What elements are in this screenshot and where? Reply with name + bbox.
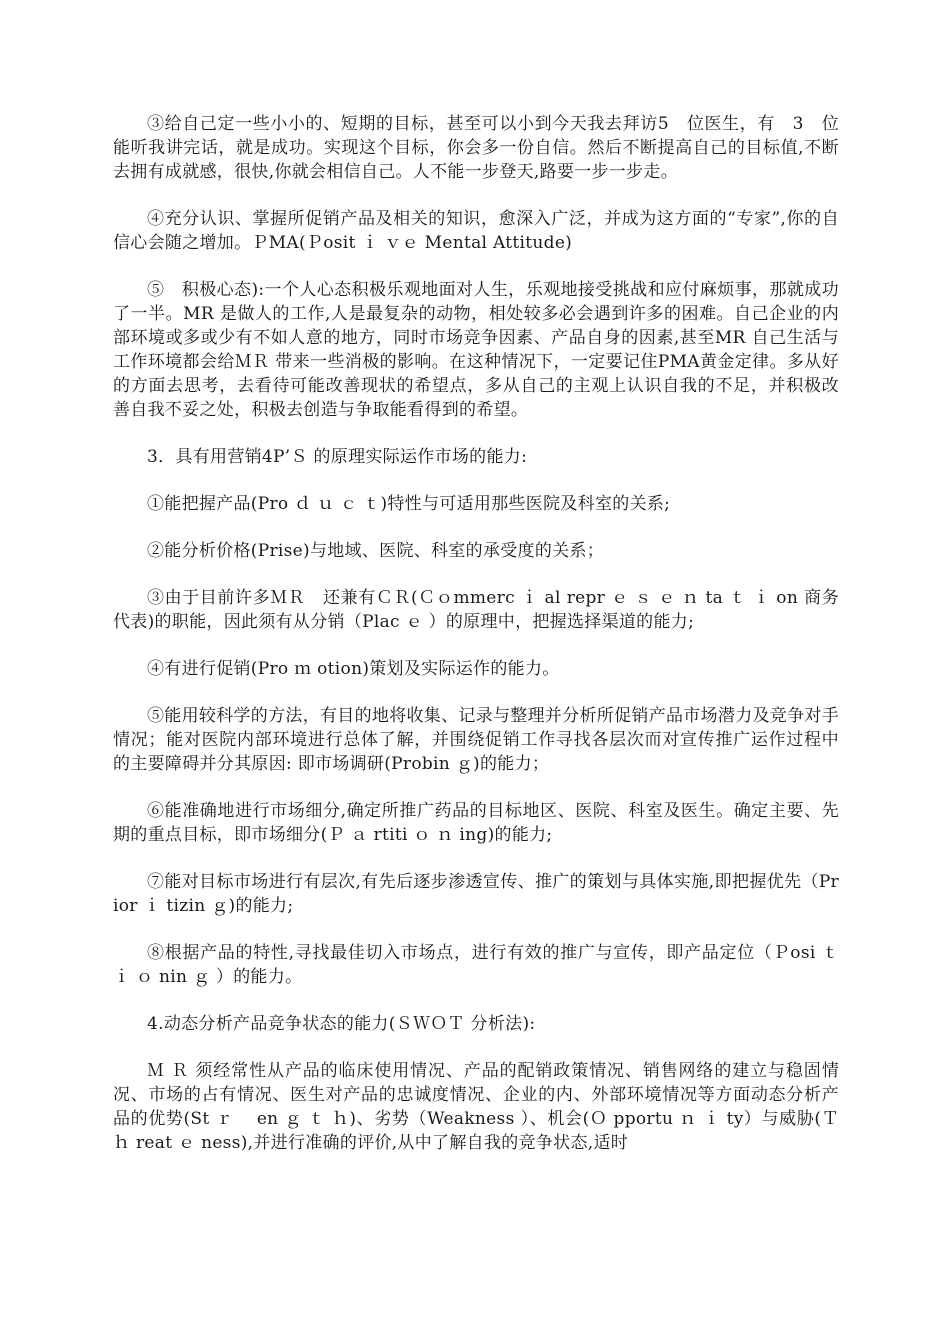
paragraph-probing: ⑤能用较科学的方法，有目的地将收集、记录与整理并分析所促销产品市场潜力及竞争对手情况；能对医院内部环境进行总体了解，并围绕促销工作寻找各层次而对宣传推广运作过程中的主要障碍并分其原因: 即市场调研(Probin ｇ)的能力； [113,706,839,774]
paragraph-swot: Ｍ Ｒ 须经常性从产品的临床使用情况、产品的配销政策情况、销售网络的建立与稳固情况、市场的占有情况、医生对产品的忠诚度情况、企业的内、外部环境情况等方面动态分析产品的优势(St ｒ en ｇ ｔ ｈ)、劣势（Weakness ）、机会(Ｏ pportu ｎ ｉ ty）与威胁(Ｔ ｈ reat ｅ ness),并进行准确的评价,从中了解自我的竞争状态,适时 [113,1061,839,1153]
paragraph-price: ②能分析价格(Prise)与地域、医院、科室的承受度的关系； [147,541,605,561]
paragraph-positioning: ⑧根据产品的特性,寻找最佳切入市场点，进行有效的推广与宣传，即产品定位（Ｐosi ｔ ｉ ｏ nin ｇ ）的能力。 [113,943,839,987]
paragraph-prioritizing: ⑦能对目标市场进行有层次,有先后逐步渗透宣传、推广的策划与具体实施,即把握优先（Prior ｉ tizin ｇ)的能力; [113,872,839,916]
paragraph-product: ①能把握产品(Pro ｄ ｕ ｃ ｔ)特性与可适用那些医院及科室的关系; [147,494,671,514]
section-heading-4ps: 3．具有用营销4P’Ｓ 的原理实际运作市场的能力: [147,447,528,467]
paragraph-partitioning: ⑥能准确地进行市场细分,确定所推广药品的目标地区、医院、科室及医生。确定主要、先期的重点目标，即市场细分(Ｐ ａ rtiti ｏ ｎ ing)的能力; [113,801,839,845]
paragraph-positive-attitude: ⑤ 积极心态):一个人心态积极乐观地面对人生，乐观地接受挑战和应付麻烦事，那就成功了一半。MR 是做人的工作,人是最复杂的动物，相处较多必会遇到许多的困难。自己企业的内部环境或多或少有不如人意的地方，同时市场竞争因素、产品自身的因素,甚至MR 自己生活与工作环境都会给ＭＲ 带来一些消极的影响。在这种情况下，一定要记住PMA黄金定律。多从好的方面去思考，去看待可能改善现状的希望点，多从自己的主观上认识自我的不足，并积极改善自我不妥之处，积极去创造与争取能看得到的希望。 [113,280,839,420]
paragraph-promotion: ④有进行促销(Pro ｍ otion)策划及实际运作的能力。 [147,659,560,679]
paragraph-goals: ③给自己定一些小小的、短期的目标，甚至可以小到今天我去拜访5 位医生，有 3 位能听我讲完话，就是成功。实现这个目标，你会多一份自信。然后不断提高自己的目标值,不断去拥有成就感，很快,你就会相信自己。人不能一步登天,路要一步一步走。 [113,114,839,182]
section-heading-swot: 4.动态分析产品竞争状态的能力(ＳＷＯＴ 分析法): [147,1014,536,1034]
document-body [113,112,839,1155]
paragraph-place: ③由于目前许多ＭＲ 还兼有ＣＲ(Ｃｏmmerc ｉ al repr ｅ ｓ ｅ ｎ ta ｔ ｉ on 商务代表)的职能，因此须有从分销（Plac ｅ ）的原理中，把握选择渠道的能力; [113,588,839,632]
paragraph-product-knowledge: ④充分认识、掌握所促销产品及相关的知识，愈深入广泛，并成为这方面的“专家”,你的自信心会随之增加。ＰMA(Ｐosit ｉ ｖｅ Mental Attitude) [113,209,839,253]
